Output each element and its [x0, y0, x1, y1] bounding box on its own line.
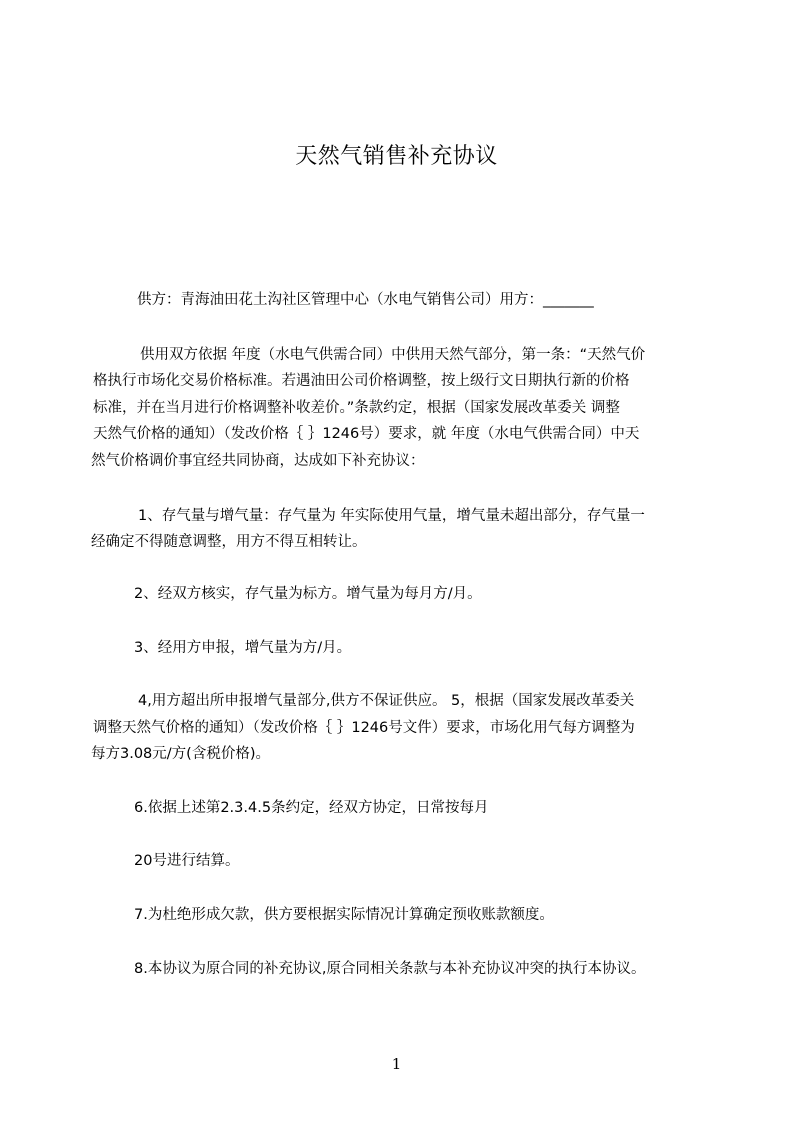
clause-1-line: 经确定不得随意调整，用方不得互相转让。: [91, 534, 367, 550]
clause-7: 7.为杜绝形成欠款，供方要根据实际情况计算确定预收账款额度。: [134, 907, 554, 923]
clause-2: 2、经双方核实，存气量为标方。增气量为每月方/月。: [134, 586, 482, 602]
preamble-line: 格执行市场化交易价格标准。若遇油田公司价格调整，按上级行文日期执行新的价格: [93, 373, 630, 389]
preamble-line: 天然气价格的通知）（发改价格｛ ｝1246号）要求，就 年度（水电气供需合同）中天: [93, 426, 640, 442]
clause-6-line: 6.依据上述第2.3.4.5条约定，经双方协定，日常按每月: [134, 800, 489, 816]
parties-line: 供方：青海油田花土沟社区管理中心（水电气销售公司）用方：_______: [137, 292, 594, 308]
clause-6-line: 20号进行结算。: [134, 853, 240, 869]
clause-4-5-line: 调整天然气价格的通知）（发改价格｛ ｝1246号文件）要求，市场化用气每方调整为: [93, 720, 635, 736]
page-number: 1: [391, 1055, 402, 1073]
clause-4-5-line: 每方3.08元/方(含税价格)。: [91, 746, 270, 762]
document-title: 天然气销售补充协议: [295, 144, 498, 169]
preamble-line: 供用双方依据 年度（水电气供需合同）中供用天然气部分，第一条：“天然气价: [140, 347, 646, 363]
clause-8: 8.本协议为原合同的补充协议,原合同相关条款与本补充协议冲突的执行本协议。: [134, 961, 646, 977]
clause-1-line: 1、存气量与增气量：存气量为 年实际使用气量，增气量未超出部分，存气量一: [138, 508, 645, 524]
clause-3: 3、经用方申报，增气量为方/月。: [134, 640, 352, 656]
preamble-line: 标准，并在当月进行价格调整补收差价。”条款约定，根据（国家发展改革委关 调整: [93, 400, 620, 416]
preamble-line: 然气价格调价事宜经共同协商，达成如下补充协议：: [91, 453, 425, 469]
clause-4-5-line: 4,用方超出所申报增气量部分,供方不保证供应。 5，根据（国家发展改革委关: [138, 693, 635, 709]
